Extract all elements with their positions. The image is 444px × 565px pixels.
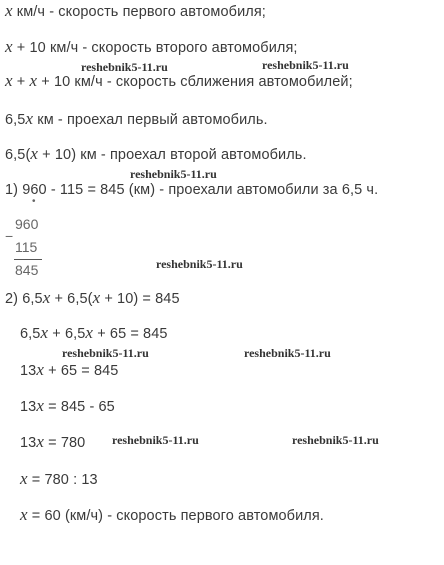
line-text: = 780	[44, 435, 86, 451]
var-x: x	[92, 288, 101, 307]
line-text: + 6,5	[48, 326, 86, 342]
line-second-car-distance	[5, 145, 307, 164]
line-speed-first-car	[5, 2, 266, 21]
watermark: reshebnik5-11.ru	[81, 60, 168, 74]
line-speed-second-car	[5, 38, 298, 57]
equation-line	[20, 397, 115, 416]
var-x: x	[5, 71, 13, 90]
var-x: x	[5, 37, 13, 56]
line-approach-speed	[5, 72, 353, 91]
subtrahend: 115	[15, 239, 38, 255]
line-text: 13	[20, 435, 37, 451]
line-first-car-distance	[5, 110, 268, 129]
answer-line	[20, 506, 324, 525]
line-text: = 845 - 65	[44, 399, 115, 415]
equation-line	[20, 433, 85, 452]
line-text: +	[12, 74, 30, 90]
var-x: x	[5, 1, 13, 20]
var-x: x	[36, 360, 44, 379]
line-text: 2) 6,5	[5, 291, 43, 307]
subtraction-rule	[14, 259, 42, 260]
line-text: + 10 км/ч - скорость второго автомобиля;	[12, 40, 298, 56]
var-x: x	[25, 109, 34, 128]
equation-line	[20, 470, 98, 489]
var-x: x	[36, 432, 44, 451]
difference: 845	[15, 262, 39, 278]
line-text: + 10) = 845	[100, 291, 180, 307]
line-text: = 60 (км/ч) - скорость первого автомобиля.	[27, 508, 324, 524]
line-text: + 65 = 845	[44, 363, 119, 379]
line-text: 6,5	[20, 326, 41, 342]
line-text: 6,5(	[5, 147, 31, 163]
line-text: 1) 960 - 115 = 845 (км) - проехали автомобили за 6,5 ч.	[5, 182, 379, 198]
line-text: = 780 : 13	[27, 472, 98, 488]
line-text: + 10 км/ч - скорость сближения автомобилей;	[37, 74, 353, 90]
watermark: reshebnik5-11.ru	[130, 167, 217, 181]
line-text: 6,5	[5, 112, 26, 128]
var-x: x	[42, 288, 51, 307]
minus-sign: −	[5, 228, 14, 244]
watermark: reshebnik5-11.ru	[156, 257, 243, 271]
minuend: 960	[15, 216, 39, 232]
line-step-2	[5, 289, 180, 308]
line-text: км - проехал первый автомобиль.	[33, 112, 268, 128]
equation-line	[20, 361, 118, 380]
watermark: reshebnik5-11.ru	[292, 433, 379, 447]
line-text: 13	[20, 363, 37, 379]
carry-dot: •	[32, 196, 36, 207]
var-x: x	[85, 323, 94, 342]
var-x: x	[20, 505, 28, 524]
line-step-1	[5, 181, 378, 199]
watermark: reshebnik5-11.ru	[112, 433, 199, 447]
watermark: reshebnik5-11.ru	[62, 346, 149, 360]
var-x: x	[20, 469, 28, 488]
equation-line	[20, 324, 168, 343]
line-text: км/ч - скорость первого автомобиля;	[12, 4, 266, 20]
watermark: reshebnik5-11.ru	[262, 58, 349, 72]
line-text: 13	[20, 399, 37, 415]
line-text: + 65 = 845	[93, 326, 168, 342]
var-x: x	[36, 396, 44, 415]
line-text: + 6,5(	[50, 291, 93, 307]
line-text: + 10) км - проехал второй автомобиль.	[38, 147, 307, 163]
var-x: x	[29, 71, 38, 90]
watermark: reshebnik5-11.ru	[244, 346, 331, 360]
var-x: x	[30, 144, 39, 163]
var-x: x	[40, 323, 49, 342]
